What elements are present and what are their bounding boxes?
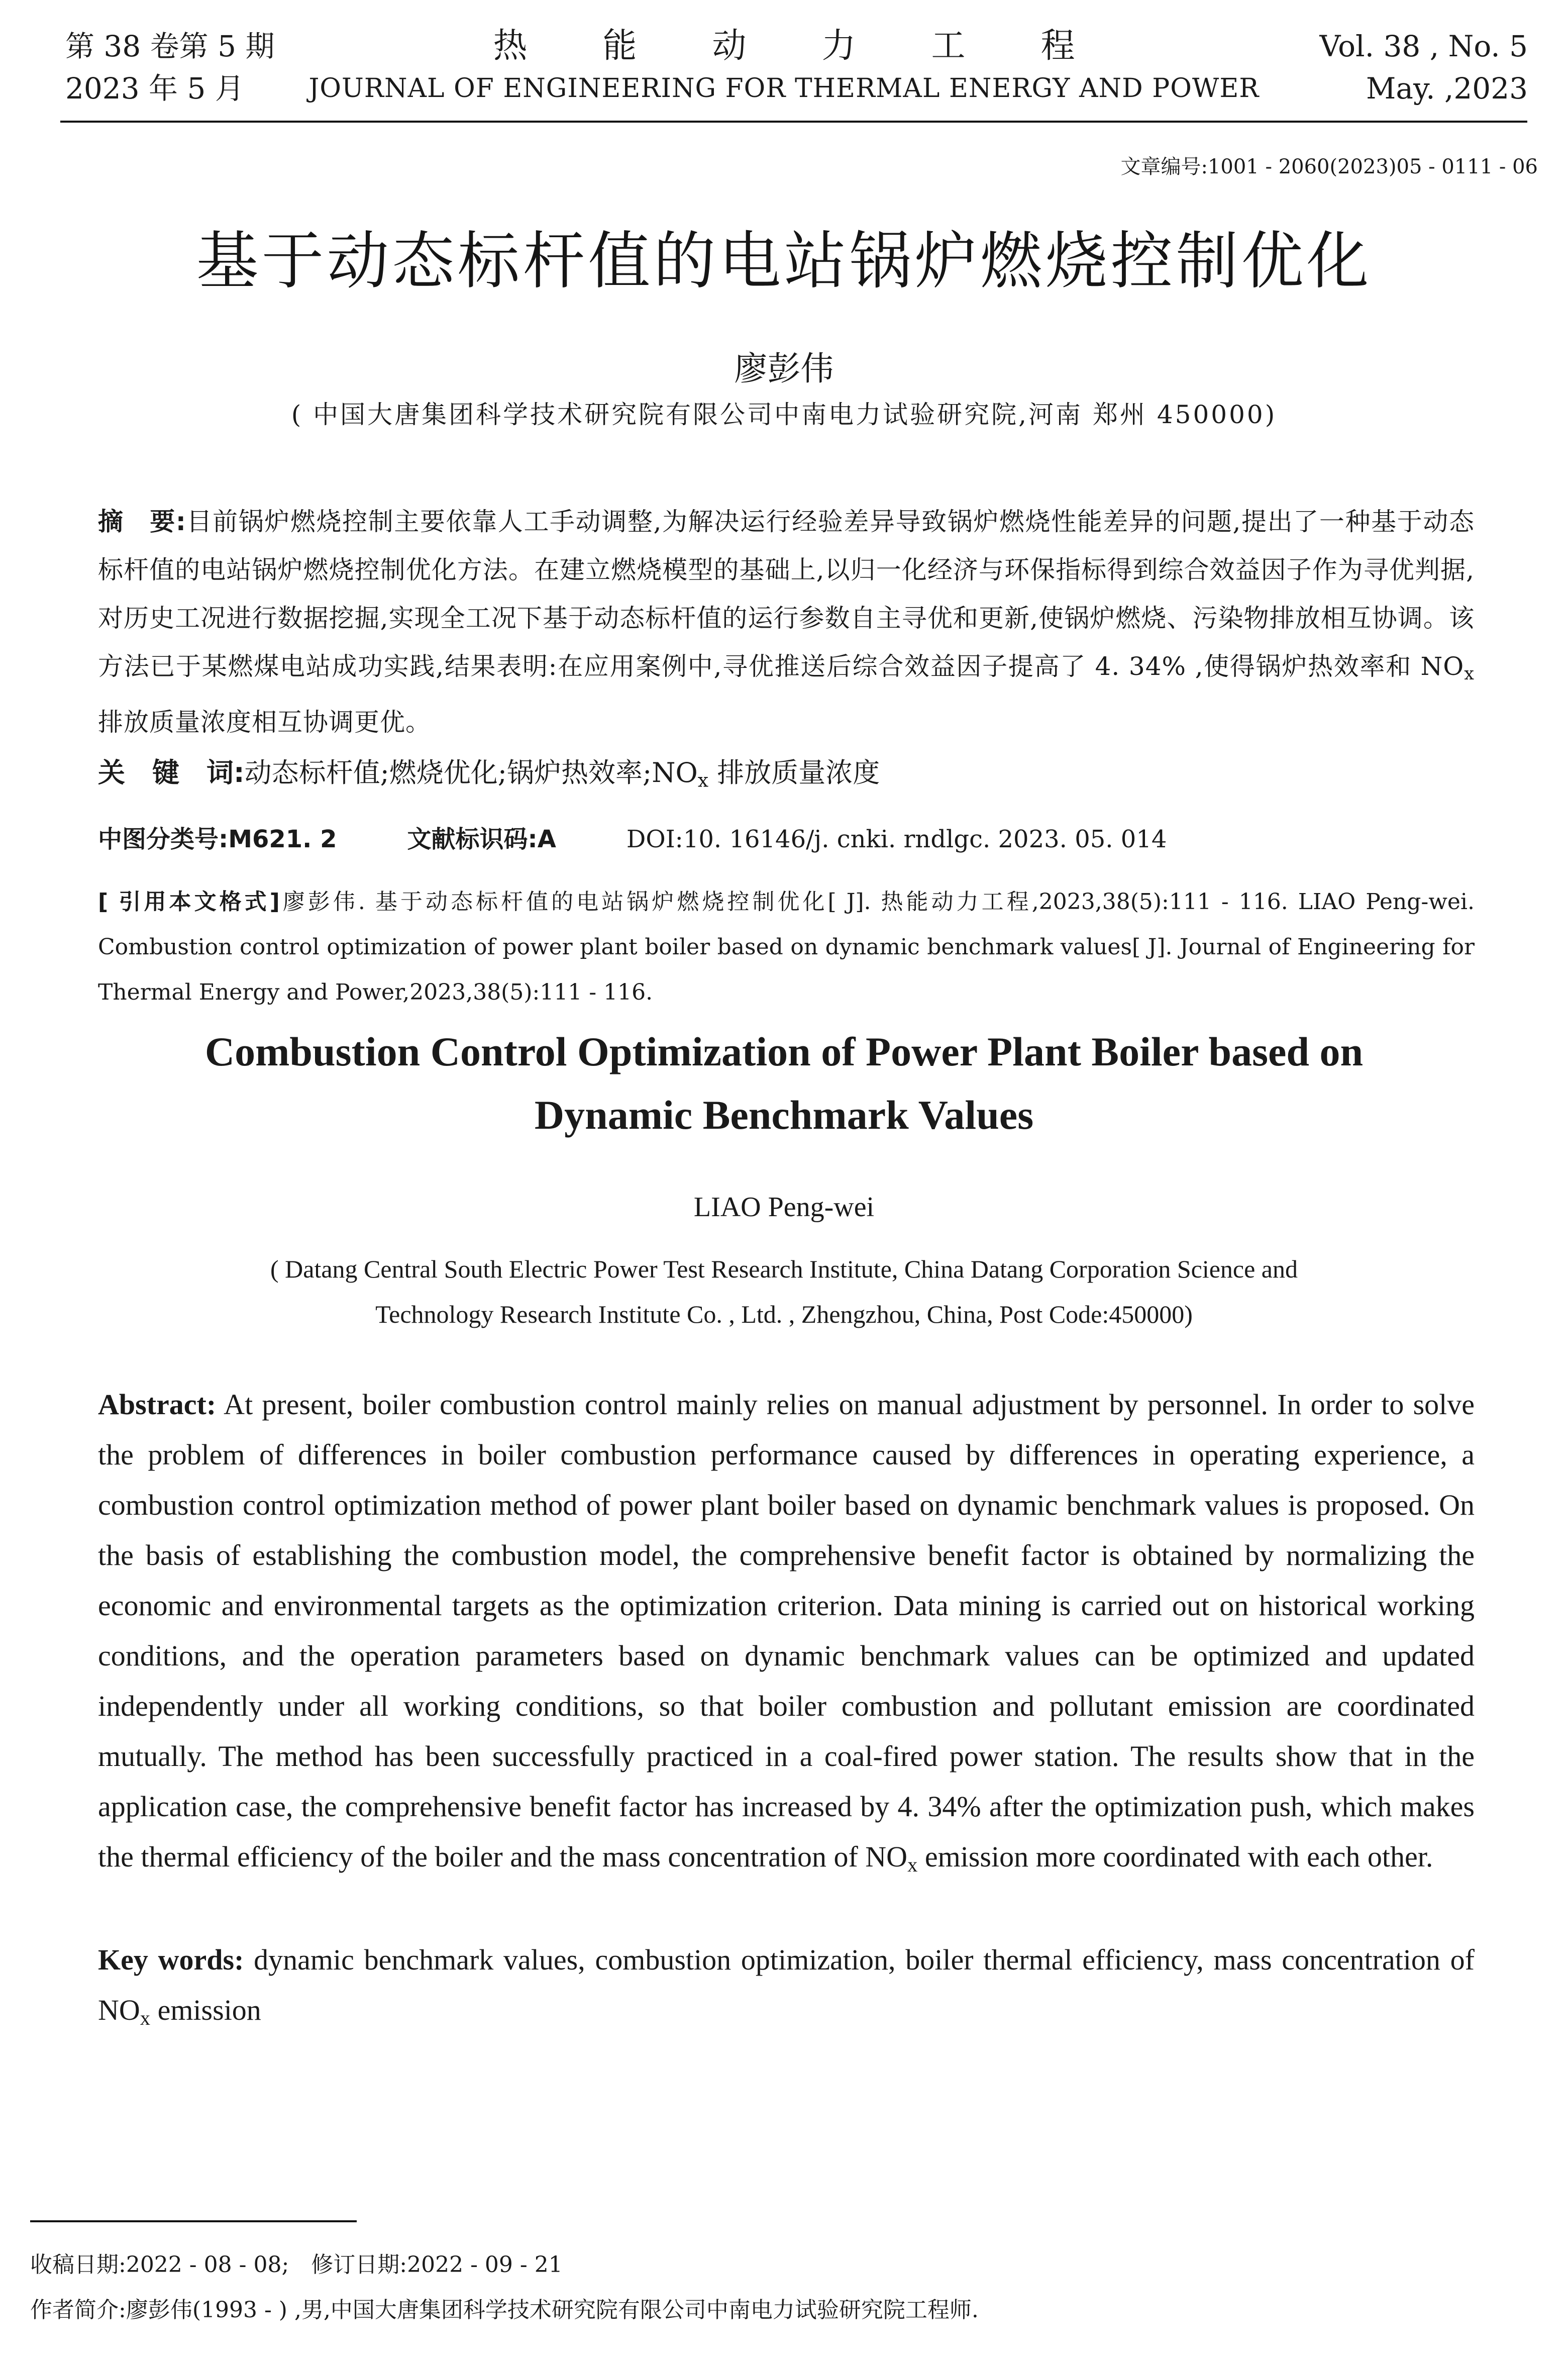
abstract-en-label: Abstract: [98, 1388, 217, 1421]
received-dates: 收稿日期:2022 - 08 - 08; 修订日期:2022 - 09 - 21 [30, 2252, 563, 2278]
abstract-cn-label: 摘 要: [98, 507, 186, 536]
date-cn: 2023 年 5 月 [65, 71, 244, 106]
classification-line [98, 819, 1167, 859]
keywords-cn-label: 关 键 词: [98, 757, 245, 789]
footnote-divider [30, 2220, 357, 2222]
title-en-line-2: Dynamic Benchmark Values [534, 1092, 1034, 1138]
keywords-cn-text: 动态标杆值;燃烧优化;锅炉热效率;NO [244, 757, 698, 789]
header-divider [60, 121, 1527, 123]
doi: DOI:10. 16146/j. cnki. rndlgc. 2023. 05. 014 [626, 825, 1167, 853]
abstract-cn-sub: x [1464, 663, 1475, 684]
abstract-en-sub: x [907, 1853, 918, 1877]
keywords-cn-sub: x [697, 769, 709, 792]
abstract-cn-text: 目前锅炉燃烧控制主要依靠人工手动调整,为解决运行经验差异导致锅炉燃烧性能差异的问题,提出了一种基于动态标杆值的电站锅炉燃烧控制优化方法。在建立燃烧模型的基础上,以归一化经济与环保指标得到综合效益因子作为寻优判据,对历史工况进行数据挖掘,实现全工况下基于动态标杆值的运行参数自主寻优和更新,使锅炉燃烧、污染物排放相互协调。该方法已于某燃煤电站成功实践,结果表明:在应用案例中,寻优推送后综合效益因子提高了 4. 34% ,使得锅炉热效率和 NO [98, 507, 1475, 681]
journal-issue-en [1320, 25, 1528, 110]
affiliation-en-line-2: Technology Research Institute Co. , Ltd. , Zhengzhou, China, Post Code:450000) [375, 1300, 1193, 1328]
abstract-en-tail: emission more coordinated with each other. [917, 1840, 1433, 1873]
keywords-cn-tail: 排放质量浓度 [708, 757, 880, 789]
volume-en: Vol. 38 , No. 5 [1319, 29, 1528, 63]
citation [98, 879, 1475, 1015]
affiliation-en-line-1: ( Datang Central South Electric Power Test Research Institute, China Datang Corporation Science and [270, 1255, 1298, 1283]
journal-name-cn: 热能动力工程 [493, 26, 1151, 66]
keywords-en-sub: x [140, 2007, 151, 2030]
author-bio: 作者简介:廖彭伟(1993 - ) ,男,中国大唐集团科学技术研究院有限公司中南电力试验研究院工程师. [30, 2297, 979, 2323]
keywords-en [98, 1935, 1475, 2043]
clc-code: 中图分类号:M621. 2 [98, 825, 337, 853]
affiliation-cn: ( 中国大唐集团科学技术研究院有限公司中南电力试验研究院,河南 郑州 450000) [291, 400, 1277, 429]
title-en [0, 1020, 1568, 1147]
title-en-line-1: Combustion Control Optimization of Power Plant Boiler based on [204, 1029, 1364, 1074]
journal-name-en: JOURNAL OF ENGINEERING FOR THERMAL ENERGY AND POWER [308, 73, 1260, 104]
author-en: LIAO Peng-wei [693, 1192, 875, 1223]
volume-cn: 第 38 卷第 5 期 [65, 29, 275, 63]
date-en: May. ,2023 [1366, 71, 1528, 106]
abstract-cn-tail: 排放质量浓度相互协调更优。 [98, 707, 431, 737]
article-number: 文章编号:1001 - 2060(2023)05 - 0111 - 06 [1120, 155, 1538, 178]
abstract-cn [98, 498, 1475, 746]
keywords-en-text: dynamic benchmark values, combustion optimization, boiler thermal efficiency, mass concentration of NO [98, 1943, 1475, 2026]
keywords-en-tail: emission [150, 1994, 261, 2026]
affiliation-en [0, 1246, 1568, 1337]
document-code: 文献标识码:A [407, 825, 556, 853]
title-cn: 基于动态标杆值的电站锅炉燃烧控制优化 [196, 225, 1372, 298]
keywords-en-label: Key words: [98, 1943, 244, 1976]
abstract-en-text: At present, boiler combustion control mainly relies on manual adjustment by personnel. In order to solve the problem of differences in boiler combustion performance caused by differences in operating experience, a combustion control optimization method of power plant boiler based on dynamic benchmark values is proposed. On the basis of establishing the combustion model, the comprehensive benefit factor is obtained by normalizing the economic and environmental targets as the optimization criterion. Data mining is carried out on historical working conditions, and the operation parameters based on dynamic benchmark values can be optimized and updated independently under all working conditions, so that boiler combustion and pollutant emission are coordinated mutually. The method has been successfully practiced in a coal-fired power station. The results show that in the application case, the comprehensive benefit factor has increased by 4. 34% after the optimization push, which makes the thermal efficiency of the boiler and the mass concentration of NO [98, 1388, 1475, 1873]
keywords-cn [98, 749, 1475, 804]
abstract-en [98, 1380, 1475, 1890]
citation-label: [ 引用本文格式] [98, 889, 280, 915]
citation-text: 廖彭伟. 基于动态标杆值的电站锅炉燃烧控制优化[ J]. 热能动力工程,2023,38(5):111 - 116. LIAO Peng-wei. Combustion control optimization of power plant boiler based on dynamic benchmark values[ J]. Journal of Engineering for Thermal Energy and Power,2023,38(5):111 - 116. [98, 889, 1475, 1005]
author-cn: 廖彭伟 [734, 349, 834, 388]
